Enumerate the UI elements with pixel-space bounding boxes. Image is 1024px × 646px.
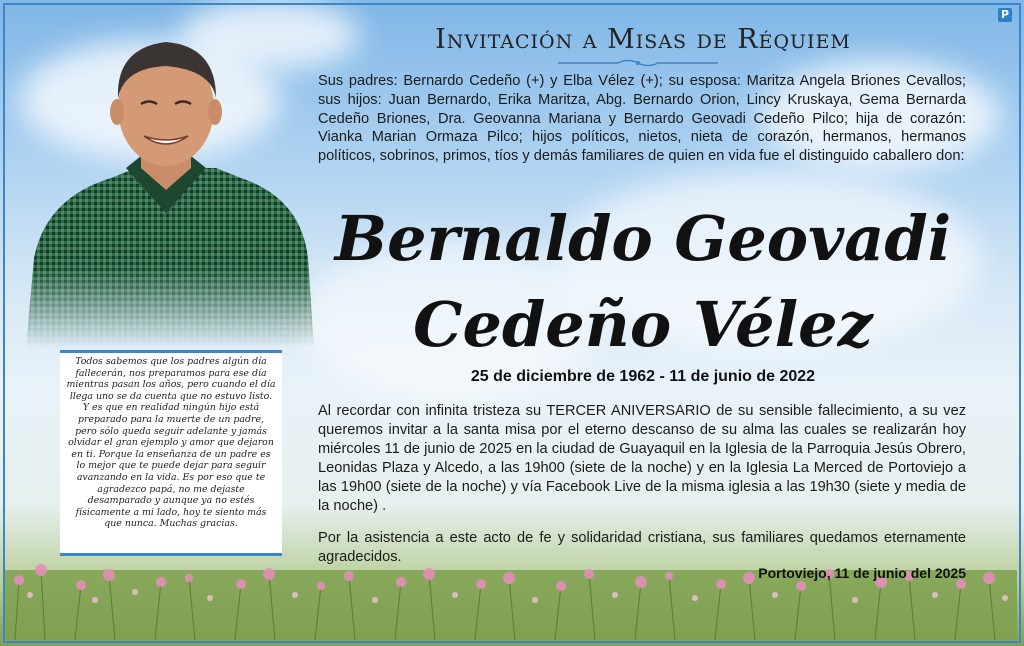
flower-meadow <box>5 540 1017 640</box>
thanks-paragraph: Por la asistencia a este acto de fe y solidaridad cristiana, sus familiares quedamos eternamente agradecidos. <box>318 530 966 566</box>
title-ornament <box>558 58 718 68</box>
portrait-photo <box>16 28 316 348</box>
deceased-name-line2: Cedeño Vélez <box>413 288 873 361</box>
invitation-paragraph: Al recordar con infinita tristeza su TERCER ANIVERSARIO de su sensible fallecimiento, a su vez queremos invitar a la santa misa por el eterno descanso de su alma las cuales se realizarán hoy miércoles 11 de junio de 2025 en la ciudad de Guayaquil en la Iglesia de la Parroquia Jesús Obrero, Leonidas Plaza y Alcedo, a las 19h00 (siete de la noche) y en la Iglesia La Merced de Portoviejo a las 19h00 (siete de la noche) y vía Facebook Live de la misma iglesia a las 19h30 (siete y media de la noche) . <box>318 403 966 514</box>
signoff-place-date: Portoviejo, 11 de junio del 2025 <box>758 565 966 581</box>
page-title: Invitación a Misas de Réquiem <box>435 24 851 55</box>
deceased-name <box>318 196 968 368</box>
life-dates: 25 de diciembre de 1962 - 11 de junio de 2022 <box>470 368 816 385</box>
quote-box <box>60 350 282 556</box>
corner-badge: P <box>998 8 1012 22</box>
quote-text: Todos sabemos que los padres algún día fallecerán, nos preparamos para ese día mientras pasan los años, pero cuando el día llega uno se da cuenta que no estuvo listo. Y es que en realidad ningún hijo está preparado para la muerte de un padre, pero sólo queda seguir adelante y jamás olvidar el gran ejemplo y amor que dejaron en ti. Porque la enseñanza de un padre es lo mejor que te puede dejar para seguir avanzando en la vida. Es por eso que te agradezco papá, no me dejaste desamparado y aunque ya no estés físicamente a mi lado, hoy te siento más que nunca. Muchas gracias. <box>66 356 276 530</box>
deceased-name-line1: Bernaldo Geovadi <box>334 202 952 275</box>
family-intro: Sus padres: Bernardo Cedeño (+) y Elba Vélez (+); su esposa: Maritza Angela Briones Cevallos; sus hijos: Juan Bernardo, Erika Maritza, Abg. Bernardo Orion, Lincy Kruskaya, Gema Bernarda Cedeño Briones, Dra. Geovanna Mariana y Bernardo Geovadi Cedeño Pilco; hija de corazón: Vianka Marian Ormaza Pilco; hijos políticos, nietos, nieta de corazón, hermanos, hermanos políticos, sobrinos, primos, tíos y demás familiares de quien en vida fue el distinguido caballero don: <box>318 73 966 165</box>
